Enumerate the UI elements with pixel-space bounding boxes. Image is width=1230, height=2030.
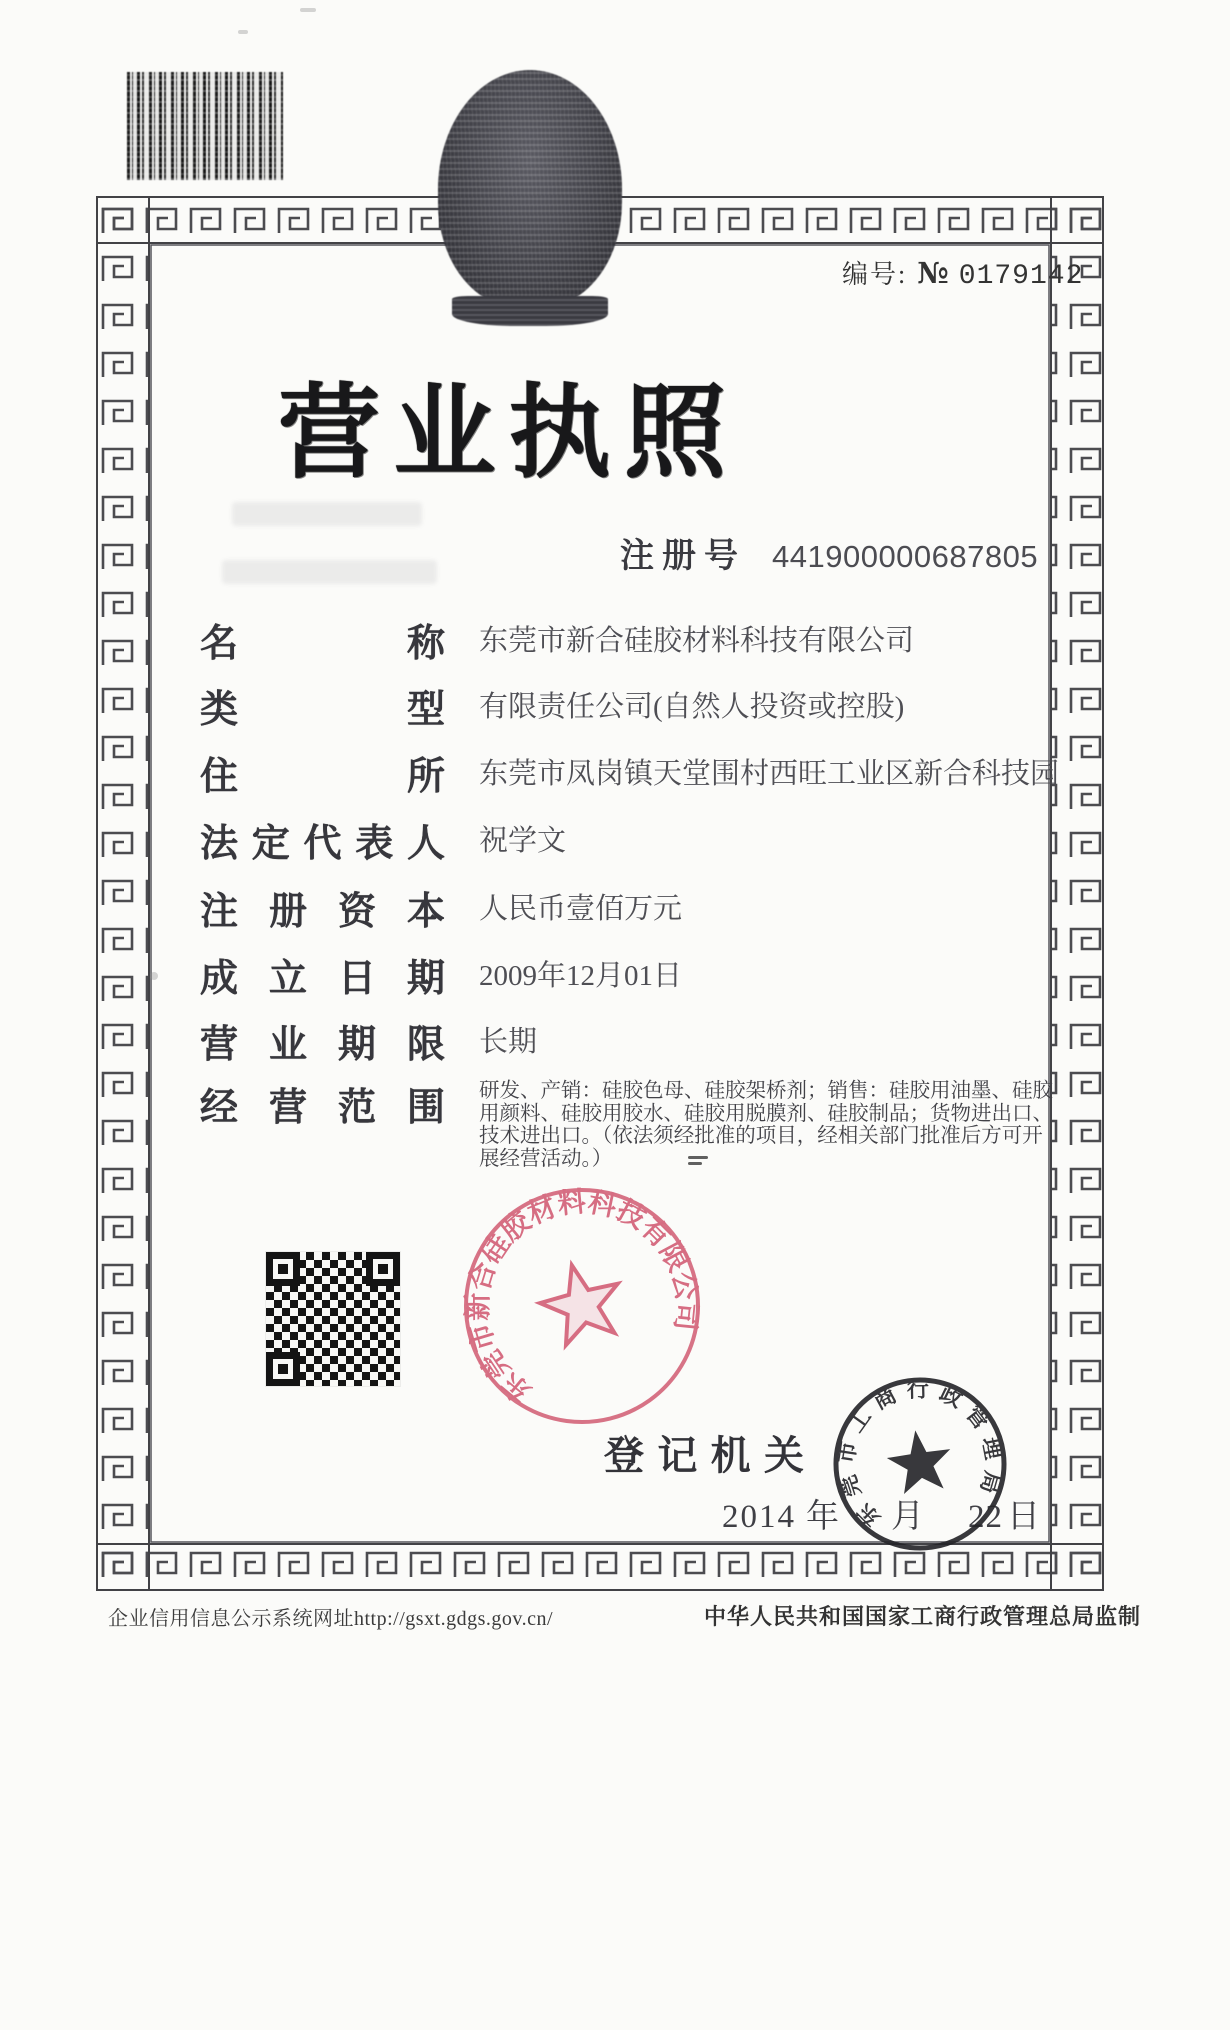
serial-label: 编号: [842,260,908,289]
qr-finder-icon [266,1352,300,1386]
red-seal-star-icon [533,1256,629,1349]
date-day-unit: 日 [1007,1499,1040,1535]
field-row-registered-capital [200,880,682,935]
black-seal-text: 东莞市工商行政管理局 [833,1376,1007,1532]
registration-number-row [620,528,1038,577]
serial-number-line [842,254,1083,292]
field-label: 类 型 [200,689,445,731]
national-emblem-icon [438,70,622,308]
field-label: 住 所 [200,756,445,798]
black-seal-star-icon [884,1426,956,1496]
field-label: 名 称 [200,623,445,665]
scan-artifact [238,30,248,34]
footer-public-system-url: 企业信用信息公示系统网址http://gsxt.gdgs.gov.cn/ [108,1608,554,1630]
date-year-unit: 年 [806,1499,839,1535]
field-value: 长期 [479,1026,538,1058]
issuer-label: 登 记 机 关 [604,1434,804,1478]
field-row-business-scope [200,1076,1054,1170]
field-row-legal-representative [200,812,566,867]
scan-artifact [688,1162,702,1165]
black-registry-seal [830,1372,1010,1552]
qr-finder-icon [366,1252,400,1286]
serial-number: 0179142 [958,261,1084,292]
registration-number-value: 441900000687805 [772,539,1039,574]
field-label: 注 册 资 本 [200,891,445,933]
field-value: 东莞市凤岗镇天堂围村西旺工业区新合科技园 [479,758,1060,790]
scan-artifact [150,972,158,980]
field-row-business-term [200,1013,537,1068]
numero-sign: № [917,256,951,290]
field-row-establishment-date [200,947,682,1002]
document-title: 营 业 执 照 [278,376,726,490]
field-value: 2009年12月01日 [479,960,683,992]
date-year: 2014 [722,1499,796,1535]
field-label: 营 业 期 限 [200,1024,445,1066]
barcode-icon [127,72,283,180]
red-seal-text: 东莞市新合硅胶材料科技有限公司 [462,1185,704,1409]
qr-code-icon [266,1252,400,1386]
date-month-unit: 月 [891,1499,924,1535]
scan-artifact [688,1156,708,1159]
footer-issuing-authority: 中华人民共和国国家工商行政管理总局监制 [704,1604,1142,1629]
field-row-name [200,612,914,667]
field-label: 经 营 范 围 [200,1087,445,1129]
scan-artifact [232,502,422,526]
qr-finder-icon [266,1252,300,1286]
scan-artifact [300,8,316,12]
scan-artifact [222,560,437,584]
date-day: 22 [968,1499,1003,1535]
field-value: 人民币壹佰万元 [479,893,683,925]
field-row-address [200,745,1059,800]
field-value: 研发、产销：硅胶色母、硅胶架桥剂；销售：硅胶用油墨、硅胶用颜料、硅胶用胶水、硅胶用脱膜剂、硅胶制品；货物进出口、技术进出口。（依法须经批准的项目，经相关部门批准后方可开展经营活动。） [479,1080,1053,1170]
registration-number-label: 注 册 号 [620,537,738,575]
field-label: 法 定 代 表 人 [200,823,445,865]
field-value: 东莞市新合硅胶材料科技有限公司 [479,625,915,657]
field-label: 成 立 日 期 [200,958,445,1000]
national-emblem-base [452,296,608,326]
field-value: 有限责任公司(自然人投资或控股) [479,691,905,723]
field-row-type [200,678,904,733]
red-company-seal [460,1184,704,1428]
field-value: 祝学文 [479,825,567,857]
